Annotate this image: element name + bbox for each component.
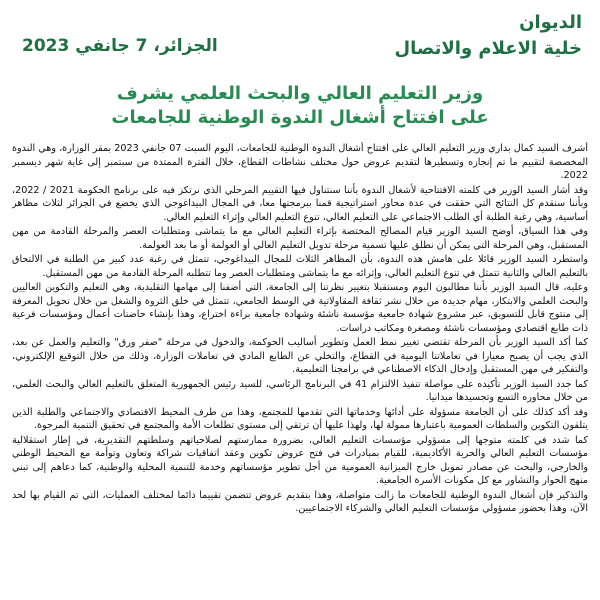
- paragraph-9: كما شدد في كلمته متوجها إلى مسؤولي مؤسسات التعليم العالي، بضرورة ممارستهم لصلاحياتهم وسلطتهم التقديرية، في إطار استقلالية مؤسسات التعليم العالي والحرية الأكاديمية، للقيام بمبادرات في فتح عروض تكوين وعقد اتفاقيات شراكة وتعاون وتوأمة مع المحيط الوطني والخارجي، والبحث عن مصادر تمويل خارج الميزانية العمومية من أجل تطوير مؤسساتهم وخدمة للتنمية المحلية والوطنية، كما دعاهم إلى تبني منهج الحوار والتشاور مع كل مكونات الأسرة الجامعية.: [12, 434, 588, 486]
- office-unit: خلية الاعلام والاتصال: [394, 38, 582, 59]
- title-line-2: على افتتاح أشغال الندوة الوطنية للجامعات: [111, 107, 489, 128]
- paragraph-5: وعليه، قال السيد الوزير بأننا مطالبون اليوم ومستقبلا بتغيير نظرتنا إلى الجامعة، التي أضفنا إلى مهامها التقليدية، وهي التعليم والتكوين العاليين والبحث العلمي والابتكار، مهام جديدة من خلال نشر ثقافة المقاولاتية في الوسط الجامعي، تتمثل في خلق الثروة والشغل من خلال تحويل المعرفة إلى منتوج قابل للتسويق، عبر مشروع شهادة جامعية مؤسسة ناشئة وشهادة جامعية براءة اختراع، وهذا بإنشاء حاضنات أعمال ومؤسسات فرعية ذات طابع اقتصادي ومؤسسات ناشئة ومصغرة ومكاتب دراسات.: [12, 282, 588, 334]
- title-line-1: وزير التعليم العالي والبحث العلمي يشرف: [116, 83, 484, 104]
- paragraph-8: وقد أكد كذلك على أن الجامعة مسؤولة على أدائها وخدماتها التي تقدمها للمجتمع، وهذا من طرف المحيط الاقتصادي والاجتماعي والطلبة الذين يتلقون التكوين والسلطات العمومية باعتبارها ممولة لها، ولهذا عليها أن ترتقي إلى مستوى تطلعات الأمة والمجتمع في تحقيق التنمية المرجوة.: [12, 406, 588, 431]
- office-name: الديوان: [519, 12, 582, 33]
- paragraph-3: وفي هذا السياق، أوضح السيد الوزير قيام المصالح المختصة بإثراء التعليم العالي مع ما يتماشى ومتطلبات العصر والمرحلة القادمة من مهن المستقبل، وهي المرحلة التي يمكن أن نطلق عليها تسمية مرحلة تدويل التعليم العالي أو العولمة أو ما بعد العولمة.: [12, 226, 588, 251]
- press-release-title: [60, 82, 540, 130]
- article-body: [12, 142, 588, 600]
- paragraph-6: كما أكد السيد الوزير بأن المرحلة تقتضي تغيير نمط العمل وتطوير أساليب الحوكمة، والدخول في مرحلة "صفر ورق" والتعليم والعمل عن بعد، الذي يجب أن يصبح معيارا في تعاملاتنا اليومية في القطاع، والتخلي عن الطابع المادي في تعاملات الوزارة، وذلك من خلال التوقيع الإلكتروني، والتفكير في مهن المستقبل وإدخال الذكاء الاصطناعي في برامجنا التعليمية.: [12, 337, 588, 375]
- paragraph-2: وقد أشار السيد الوزير في كلمته الافتتاحية لأشغال الندوة بأننا سنتناول فيها التقييم المرحلي الذي نرتكز فيه على برنامج الحكومة 2021 / 2022، وبأننا سنقدم كل النتائج التي حققت في عدة محاور استراتيجية قمنا ببرمجتها معا، في المجال البيداغوجي الذي يخضع في الجزائر لثلاث مظاهر أساسية، وهي رغبة الطلبة أي الطلب الاجتماعي على التعليم العالي، تنوع التعليم العالي وإثراء التعليم العالي.: [12, 184, 588, 223]
- paragraph-10: والتذكير فإن أشغال الندوة الوطنية للجامعات ما زالت متواصلة، وهذا بتقديم عروض تتضمن تقييما دائما لمختلف العمليات، التي تم القيام بها لحد الآن، وهذا بحضور مسؤولي مؤسسات التعليم العالي والشركاء الاجتماعيين.: [12, 489, 588, 514]
- paragraph-1: أشرف السيد كمال بداري وزير التعليم العالي على افتتاح أشغال الندوة الوطنية للجامعات، اليوم السبت 07 جانفي 2023 بمقر الوزارة، وهي الندوة المخصصة لتقييم ما تم إنجازه وتسطيرها لتقديم عروض حول مختلف نشاطات القطاع، خلال الفترة الممتدة من سبتمبر إلى غاية شهر ديسمبر 2022.: [12, 143, 588, 181]
- dateline: الجزائر، 7 جانفي 2023: [22, 36, 218, 56]
- issuing-office: [395, 10, 582, 62]
- paragraph-7: كما جدد السيد الوزير تأكيده على مواصلة تنفيذ الالتزام 41 في البرنامج الرئاسي، للسيد رئيس الجمهورية المتعلق بالتعليم العالي والبحث العلمي، من خلال محاوره التسع وتجسيدها ميدانيا.: [12, 378, 588, 403]
- paragraph-4: واستطرد السيد الوزير قائلا على هامش هذه الندوة، بأن المظاهر الثلاث للمجال البيداغوجي، تتمثل في رغبة عدد كبير من الطلبة في الالتحاق بالتعليم العالي والثانية تتمثل في تنوع التعليم العالي، وإثرائه مع ما يتماشى ومتطلبات العصر وما تتطلبه المرحلة القادمة من مهن المستقبل.: [12, 254, 588, 279]
